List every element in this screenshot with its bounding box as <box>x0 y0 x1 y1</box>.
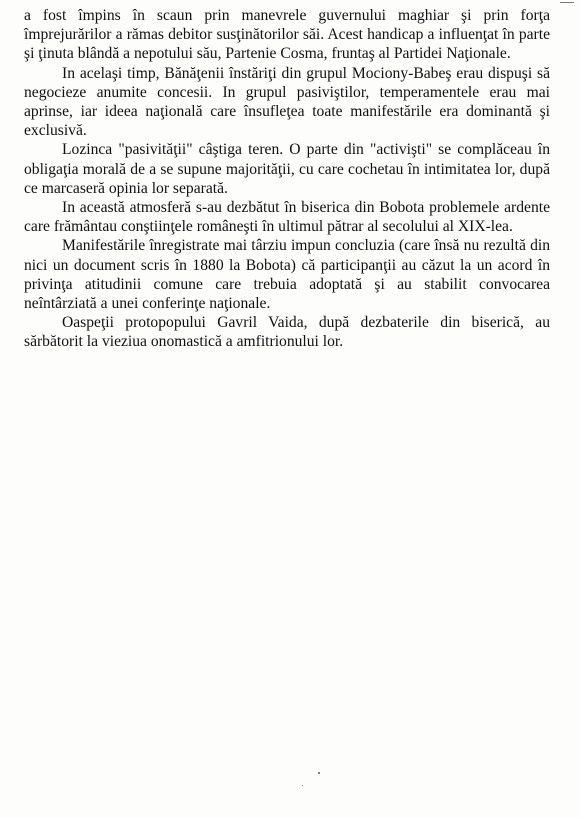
scan-artifact-mark <box>560 2 574 3</box>
paragraph-4: In această atmosferă s-au dezbătut în biserica din Bobota problemele ardente care frământau conştiinţele româneşti în ultimul pătrar al secolului al XIX-lea. <box>24 199 550 236</box>
scan-speck <box>302 785 303 786</box>
paragraph-2: In acelaşi timp, Bănăţenii înstăriţi din grupul Mociony-Babeş erau dispuşi să negocieze anumite concesii. In grupul pasiviştilor, temperamentele erau mai aprinse, iar ideea naţională care însufleţea toate manifestările era dominantă şi exclusivă. <box>24 64 550 140</box>
body-text <box>24 6 550 352</box>
paragraph-3: Lozinca "pasivităţii" câştiga teren. O parte din "activişti" se complăceau în obligaţia morală de a se supune majorităţii, cu care cochetau în intimitatea lor, după ce marcaseră opinia lor separată. <box>24 141 550 197</box>
scan-speck <box>318 772 320 774</box>
paragraph-5: Manifestările înregistrate mai târziu impun concluzia (care însă nu rezultă din nici un document scris în 1880 la Bobota) că participanţii au căzut la un acord în privinţa atitudinii comune care trebuia adoptată şi au stabilit convocarea neîntârziată a unei conferinţe naţionale. <box>24 237 550 313</box>
paragraph-6: Oaspeţii protopopului Gavril Vaida, după dezbaterile din biserică, au sărbătorit la vieziua onomastică a amfitrionului lor. <box>24 314 550 351</box>
paragraph-1: a fost împins în scaun prin manevrele guvernului maghiar şi prin forţa împrejurărilor a rămas debitor susţinătorilor săi. Acest handicap a influenţat în parte şi ţinuta blândă a nepotului său, Partenie Cosma, fruntaş al Partidei Naţionale. <box>24 7 550 63</box>
